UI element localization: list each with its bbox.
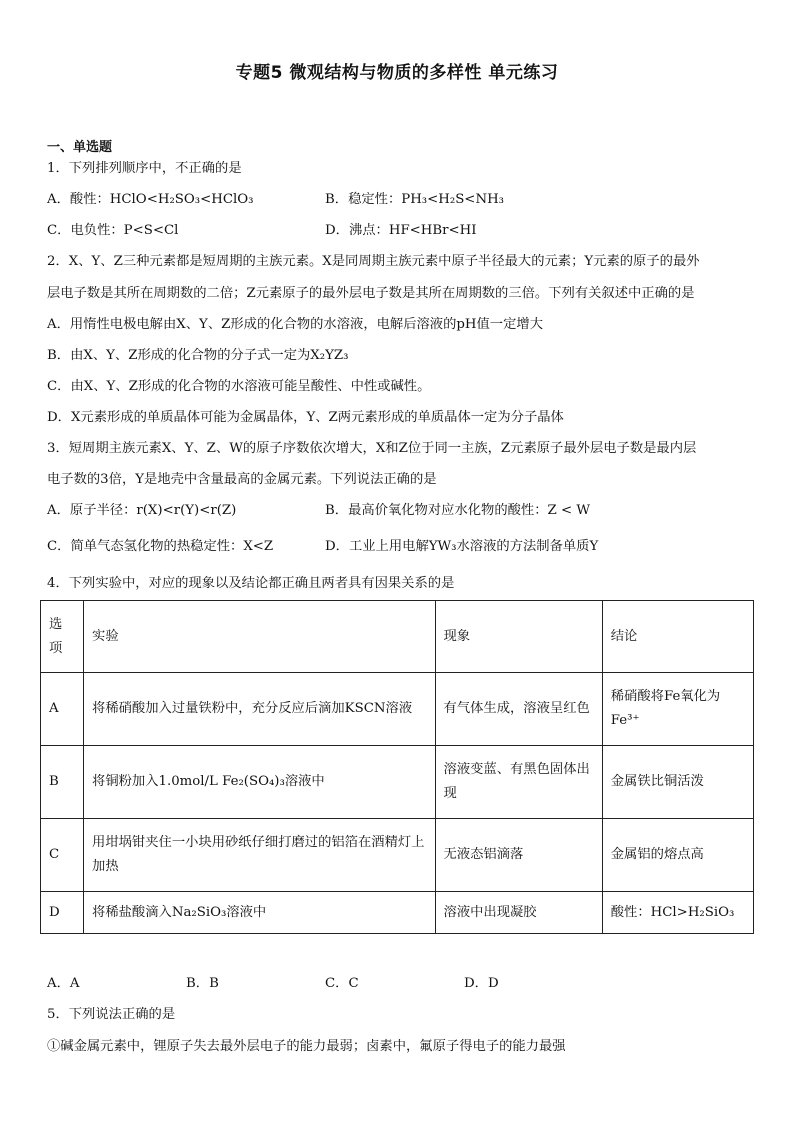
row-c-option: C [41, 819, 84, 892]
q4-option-d: D．D [464, 976, 499, 991]
table-row [41, 746, 754, 819]
q3-stem-line2: 电子数的3倍，Y是地壳中含量最高的金属元素。下列说法正确的是 [47, 472, 437, 487]
q5-stem: 5．下列说法正确的是 [47, 1007, 176, 1022]
q5-item-1: ①碱金属元素中，锂原子失去最外层电子的能力最弱；卤素中，氟原子得电子的能力最强 [47, 1039, 566, 1054]
row-b-option: B [41, 746, 84, 819]
q1-option-c: C．电负性：P<S<Cl [47, 223, 179, 238]
row-d-phenomenon: 溶液中出现凝胶 [435, 892, 602, 934]
row-b-experiment: 将铜粉加入1.0mol/L Fe₂(SO₄)₃溶液中 [84, 746, 435, 819]
q3-option-a: A．原子半径：r(X)<r(Y)<r(Z) [47, 503, 237, 518]
q3-stem-line1: 3．短周期主族元素X、Y、Z、W的原子序数依次增大，X和Z位于同一主族，Z元素原子最外层电子数是最内层 [47, 441, 697, 456]
row-b-conclusion: 金属铁比铜活泼 [602, 746, 753, 819]
q4-option-a: A．A [47, 976, 80, 991]
header-phenomenon: 现象 [435, 601, 602, 673]
header-experiment: 实验 [84, 601, 435, 673]
table-row [41, 819, 754, 892]
row-d-conclusion: 酸性：HCl>H₂SiO₃ [602, 892, 753, 934]
q2-option-b: B．由X、Y、Z形成的化合物的分子式一定为X₂YZ₃ [47, 348, 349, 363]
q2-option-c: C．由X、Y、Z形成的化合物的水溶液可能呈酸性、中性或碱性。 [47, 379, 431, 394]
row-a-experiment: 将稀硝酸加入过量铁粉中，充分反应后滴加KSCN溶液 [84, 673, 435, 746]
row-c-conclusion: 金属铝的熔点高 [602, 819, 753, 892]
q4-stem: 4．下列实验中，对应的现象以及结论都正确且两者具有因果关系的是 [47, 576, 455, 591]
table-row [41, 673, 754, 746]
q3-option-b: B．最高价氧化物对应水化物的酸性：Z < W [325, 503, 591, 518]
q3-option-c: C．简单气态氢化物的热稳定性：X<Z [47, 539, 274, 554]
row-d-experiment: 将稀盐酸滴入Na₂SiO₃溶液中 [84, 892, 435, 934]
experiment-table [40, 600, 754, 934]
q2-stem-line2: 层电子数是其所在周期数的二倍；Z元素原子的最外层电子数是其所在周期数的三倍。下列有关叙述中正确的是 [47, 286, 695, 301]
q2-option-d: D．X元素形成的单质晶体可能为金属晶体，Y、Z两元素形成的单质晶体一定为分子晶体 [47, 410, 564, 425]
q1-stem: 1．下列排列顺序中，不正确的是 [47, 161, 242, 176]
row-b-phenomenon: 溶液变蓝、有黑色固体出现 [435, 746, 602, 819]
q4-option-b: B．B [186, 976, 219, 991]
row-d-option: D [41, 892, 84, 934]
table-header-row [41, 601, 754, 673]
header-conclusion: 结论 [602, 601, 753, 673]
q2-option-a: A．用惰性电极电解由X、Y、Z形成的化合物的水溶液，电解后溶液的pH值一定增大 [47, 317, 543, 332]
row-a-phenomenon: 有气体生成，溶液呈红色 [435, 673, 602, 746]
row-a-conclusion: 稀硝酸将Fe氧化为Fe³⁺ [602, 673, 753, 746]
section-heading: 一、单选题 [47, 140, 113, 155]
q3-option-d: D．工业上用电解YW₃水溶液的方法制备单质Y [325, 539, 599, 554]
header-option: 选项 [41, 601, 84, 673]
q4-option-c: C．C [325, 976, 359, 991]
q1-option-d: D．沸点：HF<HBr<HI [325, 223, 477, 238]
table-row [41, 892, 754, 934]
document-title: 专题5 微观结构与物质的多样性 单元练习 [235, 63, 559, 83]
row-c-experiment: 用坩埚钳夹住一小块用砂纸仔细打磨过的铝箔在酒精灯上加热 [84, 819, 435, 892]
q1-option-b: B．稳定性：PH₃<H₂S<NH₃ [325, 192, 505, 207]
q1-option-a: A．酸性：HClO<H₂SO₃<HClO₃ [47, 192, 254, 207]
row-c-phenomenon: 无液态铝滴落 [435, 819, 602, 892]
row-a-option: A [41, 673, 84, 746]
q2-stem-line1: 2．X、Y、Z三种元素都是短周期的主族元素。X是同周期主族元素中原子半径最大的元素；Y元素的原子的最外 [47, 254, 700, 269]
